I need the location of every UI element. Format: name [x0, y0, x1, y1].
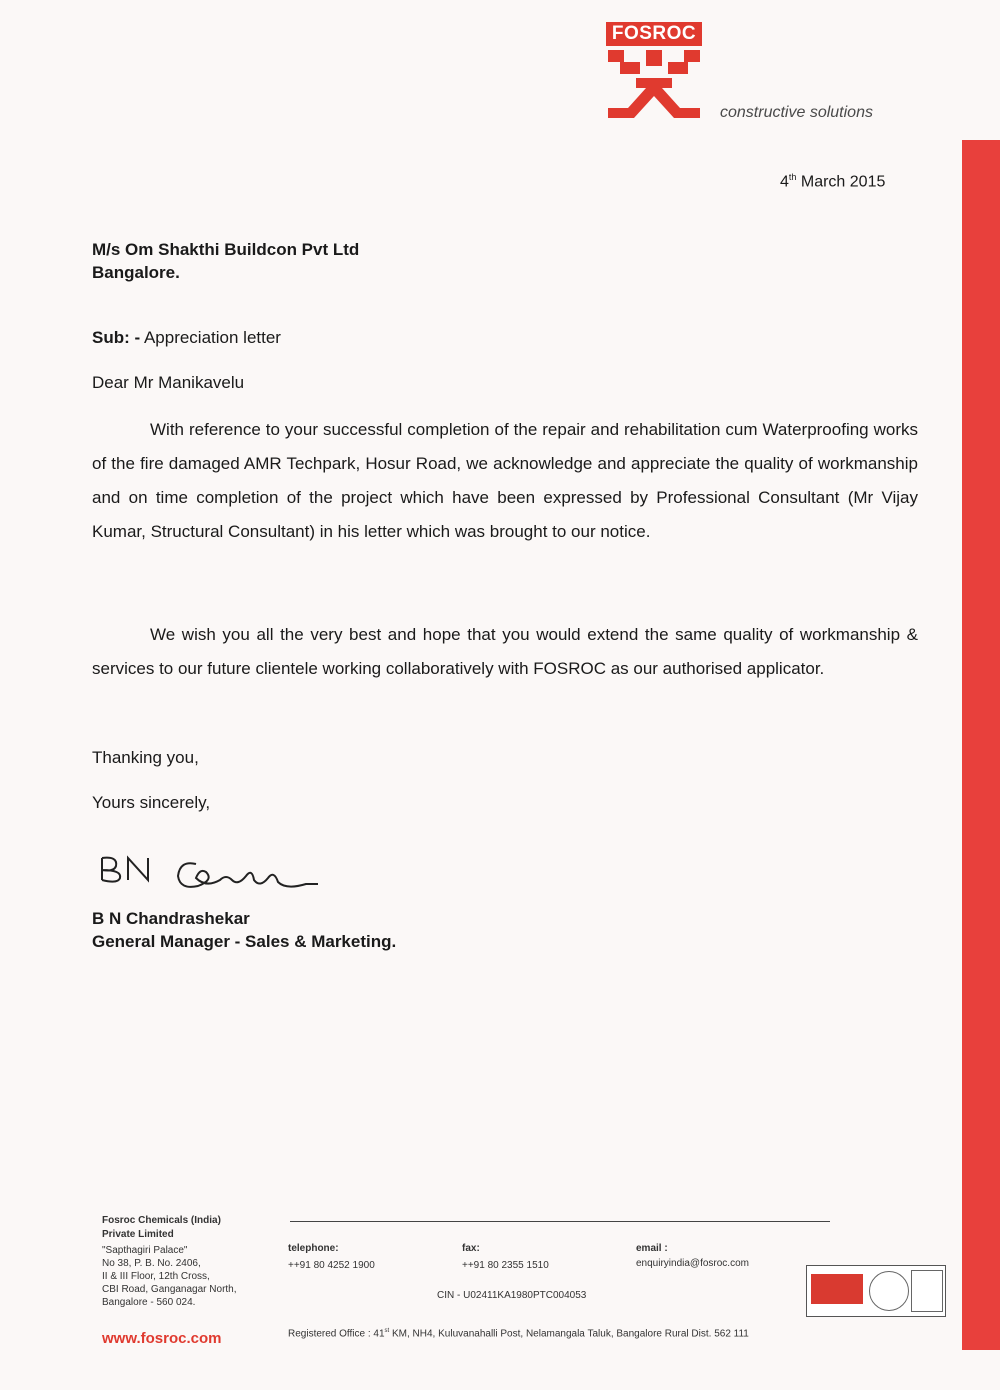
recipient-address	[92, 238, 359, 284]
footer-company-line2: Private Limited	[102, 1229, 174, 1240]
footer-email-label: email :	[636, 1243, 668, 1254]
footer-fax: ++91 80 2355 1510	[462, 1260, 549, 1271]
fosroc-logo	[606, 22, 702, 118]
footer-fax-label: fax:	[462, 1243, 480, 1254]
letter-date	[780, 172, 885, 191]
footer-cin: CIN - U02411KA1980PTC004053	[437, 1290, 587, 1301]
date-suffix: th	[788, 172, 797, 182]
subject-label: Sub: -	[92, 328, 141, 347]
footer-company	[102, 1214, 221, 1242]
certification-seal-icon	[869, 1271, 909, 1311]
footer-registered-office	[288, 1328, 749, 1339]
recipient-name: M/s Om Shakthi Buildcon Pvt Ltd	[92, 240, 360, 259]
footer-telephone-label: telephone:	[288, 1243, 339, 1254]
subject-text: Appreciation letter	[140, 328, 281, 347]
signer-name: B N Chandrashekar	[92, 909, 250, 928]
footer-address-line: No 38, P. B. No. 2406,	[102, 1258, 201, 1269]
footer-company-line1: Fosroc Chemicals (India)	[102, 1215, 221, 1226]
footer-address-line: II & III Floor, 12th Cross,	[102, 1271, 210, 1282]
subject-line	[92, 328, 281, 348]
footer-address	[102, 1244, 237, 1309]
certification-logos	[806, 1265, 946, 1317]
footer-address-line: CBI Road, Ganganagar North,	[102, 1284, 237, 1295]
fosroc-figure-icon	[606, 48, 702, 118]
reg-office-sup: st	[384, 1328, 390, 1334]
bureau-veritas-icon	[811, 1274, 863, 1304]
recipient-city: Bangalore.	[92, 263, 180, 282]
logo-brand-text: FOSROC	[606, 22, 702, 46]
body-paragraph-2-text: We wish you all the very best and hope that you would extend the same quality of workmanship & services to our future clientele working collaboratively with FOSROC as our authorised applicator.	[92, 625, 918, 678]
footer-address-line: "Sapthagiri Palace"	[102, 1245, 188, 1256]
footer-address-line: Bangalore - 560 024.	[102, 1297, 196, 1308]
signer-block	[92, 907, 396, 953]
footer-telephone: ++91 80 4252 1900	[288, 1260, 375, 1271]
accreditation-mark-icon	[911, 1270, 943, 1312]
letterhead-tagline: constructive solutions	[720, 104, 873, 121]
body-paragraph-2	[92, 618, 918, 686]
date-rest: March 2015	[796, 173, 886, 191]
closing-thanks: Thanking you,	[92, 748, 199, 767]
salutation: Dear Mr Manikavelu	[92, 373, 245, 392]
closing-yours: Yours sincerely,	[92, 793, 211, 812]
date-day: 4	[780, 173, 789, 191]
handwritten-signature	[96, 850, 326, 900]
reg-office-rest: KM, NH4, Kuluvanahalli Post, Nelamangala Taluk, Bangalore Rural Dist. 562 111	[389, 1328, 749, 1340]
signer-title: General Manager - Sales & Marketing.	[92, 932, 397, 951]
reg-office-prefix: Registered Office : 41	[288, 1328, 385, 1340]
body-paragraph-1	[92, 413, 918, 549]
body-paragraph-1-text: With reference to your successful completion of the repair and rehabilitation cum Waterproofing works of the fire damaged AMR Techpark, Hosur Road, we acknowledge and appreciate the quality of workmanship and on time completion of the project which have been expressed by Professional Consultant (Mr Vijay Kumar, Structural Consultant) in his letter which was brought to our notice.	[92, 420, 918, 541]
footer-website: www.fosroc.com	[102, 1330, 222, 1347]
footer-divider	[290, 1221, 830, 1222]
letterhead-side-bar	[962, 140, 1000, 1350]
footer-email: enquiryindia@fosroc.com	[636, 1258, 749, 1269]
